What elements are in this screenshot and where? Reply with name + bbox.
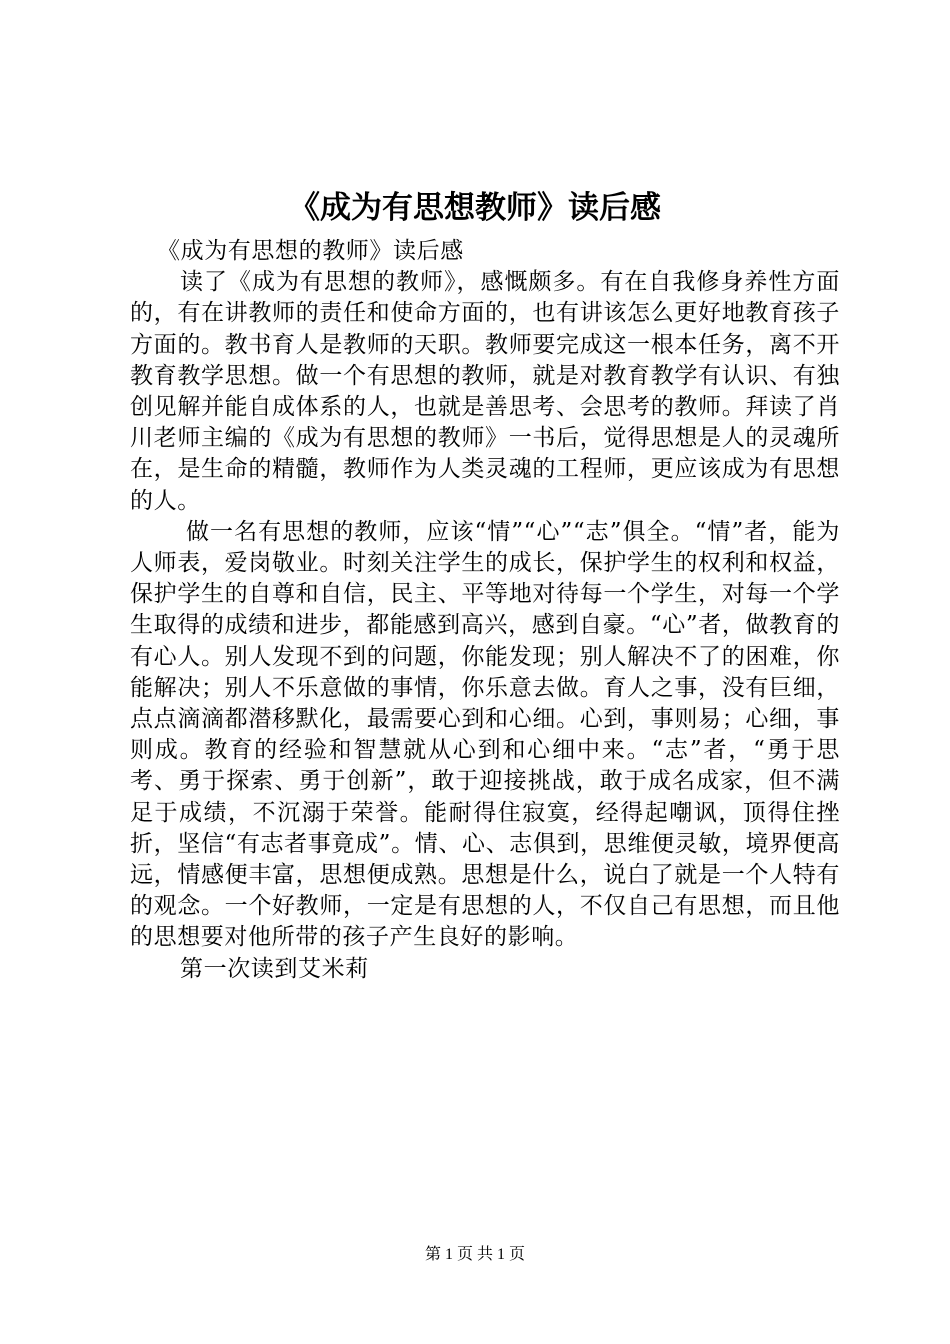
document-subtitle: 《成为有思想的教师》读后感	[157, 238, 464, 264]
paragraph-1: 读了《成为有思想的教师》，感慨颇多。有在自我修身养性方面的，有在讲教师的责任和使命方面的，也有讲该怎么更好地教育孩子方面的。教书育人是教师的天职。教师要完成这一根本任务，离不开教育教学思想。做一个有思想的教师，就是对教育教学有认识、有独创见解并能自成体系的人，也就是善思考、会思考的教师。拜读了肖川老师主编的《成为有思想的教师》一书后，觉得思想是人的灵魂所在，是生命的精髓，教师作为人类灵魂的工程师，更应该成为有思想的人。	[130, 269, 840, 514]
paragraph-2: 做一名有思想的教师，应该“情”“心”“志”俱全。“情”者，能为人师表，爱岗敬业。时刻关注学生的成长，保护学生的权利和权益，保护学生的自尊和自信，民主、平等地对待每一个学生，对每一个学生取得的成绩和进步，都能感到高兴，感到自豪。“心”者，做教育的有心人。别人发现不到的问题，你能发现；别人解决不了的困难，你能解决；别人不乐意做的事情，你乐意去做。育人之事，没有巨细，点点滴滴都潜移默化，最需要心到和心细。心到，事则易；心细，事则成。教育的经验和智慧就从心到和心细中来。“志”者，“勇于思考、勇于探索、勇于创新”，敢于迎接挑战，敢于成名成家，但不满足于成绩，不沉溺于荣誉。能耐得住寂寞，经得起嘲讽，顶得住挫折，坚信“有志者事竟成”。情、心、志俱到，思维便灵敏，境界便高远，情感便丰富，思想便成熟。思想是什么，说白了就是一个人特有的观念。一个好教师，一定是有思想的人，不仅自己有思想，而且他的思想要对他所带的孩子产生良好的影响。	[130, 518, 840, 951]
document-body	[130, 236, 840, 985]
paragraph-3: 第一次读到艾米莉	[180, 955, 369, 982]
document-title: 《成为有思想教师》读后感	[289, 190, 661, 226]
page-footer: 第 1 页 共 1 页	[424, 1246, 525, 1263]
